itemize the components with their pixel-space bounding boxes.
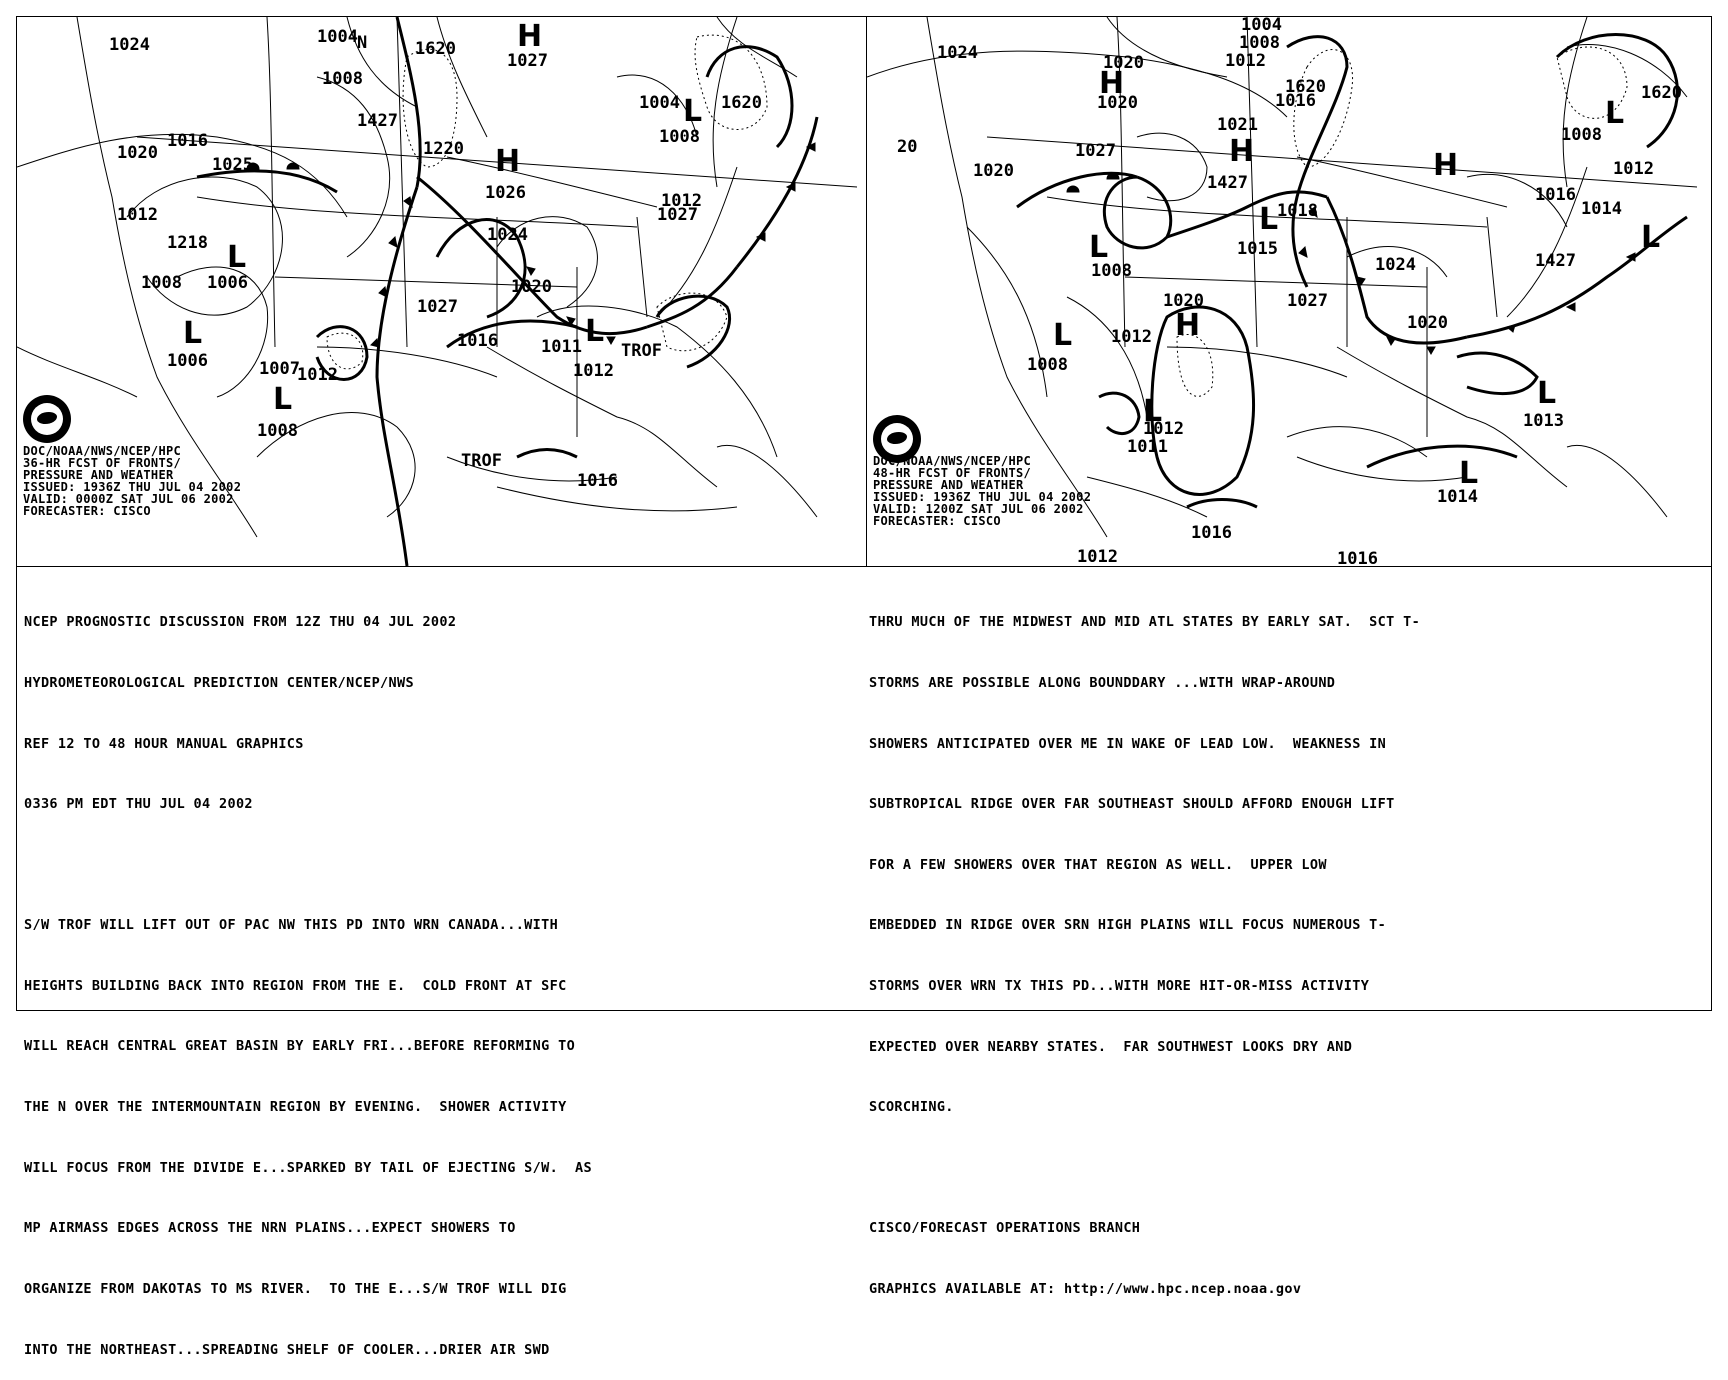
low-pressure-center: L — [183, 316, 203, 351]
isobar-label: 1027 — [1287, 291, 1328, 311]
isobar-label: 1008 — [1091, 261, 1132, 281]
discussion-line: HEIGHTS BUILDING BACK INTO REGION FROM THE E. COLD FRONT AT SFC — [24, 977, 567, 994]
isobar-label: 1014 — [1581, 199, 1622, 219]
isobar-label: 1011 — [541, 337, 582, 357]
low-pressure-center: L — [683, 94, 703, 129]
discussion-line: SCORCHING. — [869, 1099, 954, 1116]
low-pressure-center: L — [1143, 394, 1163, 429]
trough-label: TROF — [461, 451, 502, 471]
isobar-label: 1013 — [1523, 411, 1564, 431]
discussion-line: INTO THE NORTHEAST...SPREADING SHELF OF COOLER...DRIER AIR SWD — [24, 1341, 550, 1358]
discussion-line: MP AIRMASS EDGES ACROSS THE NRN PLAINS...EXPECT SHOWERS TO — [24, 1220, 516, 1237]
isobar-label: 1024 — [1375, 255, 1416, 275]
high-pressure-center: H — [517, 19, 543, 54]
map-caption-line: FORECASTER: CISCO — [873, 514, 1001, 528]
isobar-label: 1016 — [167, 131, 208, 151]
isobar-label: 1020 — [1103, 53, 1144, 73]
low-pressure-center: L — [585, 314, 605, 349]
low-pressure-center: L — [273, 382, 293, 417]
map-caption-line: FORECASTER: CISCO — [23, 504, 151, 518]
isobar-label: 1016 — [1337, 549, 1378, 566]
discussion-line: WILL FOCUS FROM THE DIVIDE E...SPARKED BY TAIL OF EJECTING S/W. AS — [24, 1159, 593, 1176]
discussion-line: SHOWERS ANTICIPATED OVER ME IN WAKE OF LEAD LOW. WEAKNESS IN — [869, 735, 1387, 752]
isobar-label: 1024 — [937, 43, 978, 63]
isobar-label: 1012 — [1077, 547, 1118, 566]
isobar-label: 1006 — [167, 351, 208, 371]
high-pressure-center: H — [1099, 66, 1125, 101]
isobar-label: 1027 — [657, 205, 698, 225]
isobar-label: 1006 — [207, 273, 248, 293]
discussion-line: STORMS OVER WRN TX THIS PD...WITH MORE HIT-OR-MISS ACTIVITY — [869, 978, 1370, 995]
isobar-label: 1008 — [1027, 355, 1068, 375]
low-pressure-center: L — [1259, 202, 1279, 237]
isobar-label: 1024 — [487, 225, 528, 245]
isobar-label: 1026 — [485, 183, 526, 203]
map-caption-line: VALID: 0000Z SAT JUL 06 2002 — [23, 492, 234, 506]
map-caption-line: PRESSURE AND WEATHER — [23, 468, 174, 482]
low-pressure-center: L — [1605, 96, 1625, 131]
map-36hr — [17, 17, 866, 566]
isobar-label: 1012 — [297, 365, 338, 385]
isobar-label: 1012 — [1111, 327, 1152, 347]
isobar-label: 1427 — [357, 111, 398, 131]
isobar-label: 1027 — [1075, 141, 1116, 161]
isobar-label: 1427 — [1207, 173, 1248, 193]
high-pressure-center: H — [495, 144, 521, 179]
low-pressure-center: L — [1537, 376, 1557, 411]
high-pressure-center: H — [1229, 134, 1255, 169]
noaa-logo — [23, 395, 71, 443]
isobar-label: 1427 — [1535, 251, 1576, 271]
isobar-label: 1020 — [117, 143, 158, 163]
isobar-label: 1018 — [1277, 201, 1318, 221]
discussion-line: THE N OVER THE INTERMOUNTAIN REGION BY EVENING. SHOWER ACTIVITY — [24, 1099, 567, 1116]
isobar-label: 1220 — [423, 139, 464, 159]
map-caption-line: DOC/NOAA/NWS/NCEP/HPC — [873, 454, 1032, 468]
isobar-label: N — [357, 33, 368, 53]
discussion-line: CISCO/FORECAST OPERATIONS BRANCH — [869, 1220, 1141, 1237]
isobar-label: 1020 — [1407, 313, 1448, 333]
high-pressure-center: H — [1175, 308, 1201, 343]
isobar-label: 1620 — [1641, 83, 1682, 103]
isobar-label: 1011 — [1127, 437, 1168, 457]
isobar-label: 1012 — [1225, 51, 1266, 71]
isobar-label: 20 — [897, 137, 918, 157]
isobar-label: 1020 — [1163, 291, 1204, 311]
text-divider — [17, 566, 1711, 567]
low-pressure-center: L — [1089, 230, 1109, 265]
discussion-line: FOR A FEW SHOWERS OVER THAT REGION AS WELL. UPPER LOW — [869, 856, 1327, 873]
isobar-label: 1027 — [507, 51, 548, 71]
isobar-label: 1008 — [257, 421, 298, 441]
map-48hr — [867, 17, 1710, 566]
isobar-label: 1016 — [1275, 91, 1316, 111]
isobar-label: 1008 — [1239, 33, 1280, 53]
discussion-line — [869, 1158, 1420, 1178]
low-pressure-center: L — [227, 240, 247, 275]
map-caption-line: DOC/NOAA/NWS/NCEP/HPC — [23, 444, 182, 458]
trough-label: TROF — [621, 341, 662, 361]
isobar-label: 1016 — [1191, 523, 1232, 543]
discussion-line: S/W TROF WILL LIFT OUT OF PAC NW THIS PD INTO WRN CANADA...WITH — [24, 917, 559, 934]
discussion-line: HYDROMETEOROLOGICAL PREDICTION CENTER/NCEP/NWS — [24, 675, 414, 692]
discussion-line: REF 12 TO 48 HOUR MANUAL GRAPHICS — [24, 735, 304, 752]
isobar-label: 1012 — [1613, 159, 1654, 179]
isobar-label: 1218 — [167, 233, 208, 253]
discussion-line: NCEP PROGNOSTIC DISCUSSION FROM 12Z THU 04 JUL 2002 — [24, 614, 457, 631]
discussion-line: THRU MUCH OF THE MIDWEST AND MID ATL STATES BY EARLY SAT. SCT T- — [869, 614, 1421, 631]
map-caption-line: VALID: 1200Z SAT JUL 06 2002 — [873, 502, 1084, 516]
isobar-label: 1007 — [259, 359, 300, 379]
isobar-label: 1004 — [1241, 17, 1282, 35]
isobar-label: 1004 — [317, 27, 358, 47]
isobar-label: 1012 — [1143, 419, 1184, 439]
discussion-line: ORGANIZE FROM DAKOTAS TO MS RIVER. TO THE E...S/W TROF WILL DIG — [24, 1280, 567, 1297]
discussion-line: 0336 PM EDT THU JUL 04 2002 — [24, 796, 253, 813]
isobar-label: 1024 — [109, 35, 150, 55]
low-pressure-center: L — [1459, 456, 1479, 491]
discussion-line: EMBEDDED IN RIDGE OVER SRN HIGH PLAINS WILL FOCUS NUMEROUS T- — [869, 917, 1387, 934]
isobar-label: 1620 — [721, 93, 762, 113]
isobar-label: 1021 — [1217, 115, 1258, 135]
isobar-label: 1016 — [1535, 185, 1576, 205]
low-pressure-center: L — [1641, 220, 1661, 255]
discussion-line: STORMS ARE POSSIBLE ALONG BOUNDDARY ...WITH WRAP-AROUND — [869, 675, 1336, 692]
isobar-label: 1620 — [1285, 77, 1326, 97]
isobar-label: 1620 — [415, 39, 456, 59]
isobar-label: 1016 — [577, 471, 618, 491]
isobar-label: 1012 — [661, 191, 702, 211]
map-caption-line: 48-HR FCST OF FRONTS/ — [873, 466, 1032, 480]
isobar-label: 1020 — [973, 161, 1014, 181]
map-caption-line: PRESSURE AND WEATHER — [873, 478, 1024, 492]
isobar-label: 1020 — [511, 277, 552, 297]
isobar-label: 1014 — [1437, 487, 1478, 507]
isobar-label: 1027 — [417, 297, 458, 317]
isobar-label: 1004 — [639, 93, 680, 113]
isobar-label: 1012 — [573, 361, 614, 381]
isobar-label: 1008 — [659, 127, 700, 147]
map-caption-line: ISSUED: 1936Z THU JUL 04 2002 — [873, 490, 1092, 504]
graphics-link-line[interactable]: GRAPHICS AVAILABLE AT: http://www.hpc.ncep.noaa.gov — [869, 1280, 1302, 1297]
discussion-line: SUBTROPICAL RIDGE OVER FAR SOUTHEAST SHOULD AFFORD ENOUGH LIFT — [869, 796, 1395, 813]
isobar-label: 1012 — [117, 205, 158, 225]
discussion-right — [869, 572, 1420, 1319]
isobar-label: 1008 — [141, 273, 182, 293]
isobar-label: 1020 — [1097, 93, 1138, 113]
discussion-line: WILL REACH CENTRAL GREAT BASIN BY EARLY FRI...BEFORE REFORMING TO — [24, 1038, 576, 1055]
isobar-label: 1015 — [1237, 239, 1278, 259]
discussion-line: EXPECTED OVER NEARBY STATES. FAR SOUTHWEST LOOKS DRY AND — [869, 1038, 1353, 1055]
map-caption-line: ISSUED: 1936Z THU JUL 04 2002 — [23, 480, 242, 494]
isobar-label: 1008 — [322, 69, 363, 89]
map-caption-line: 36-HR FCST OF FRONTS/ — [23, 456, 182, 470]
discussion-left — [24, 572, 592, 1380]
isobar-label: 1016 — [457, 331, 498, 351]
discussion-line — [24, 855, 592, 875]
isobar-label: 1025 — [212, 155, 253, 175]
isobar-label: 1008 — [1561, 125, 1602, 145]
low-pressure-center: L — [1053, 318, 1073, 353]
high-pressure-center: H — [1433, 148, 1459, 183]
